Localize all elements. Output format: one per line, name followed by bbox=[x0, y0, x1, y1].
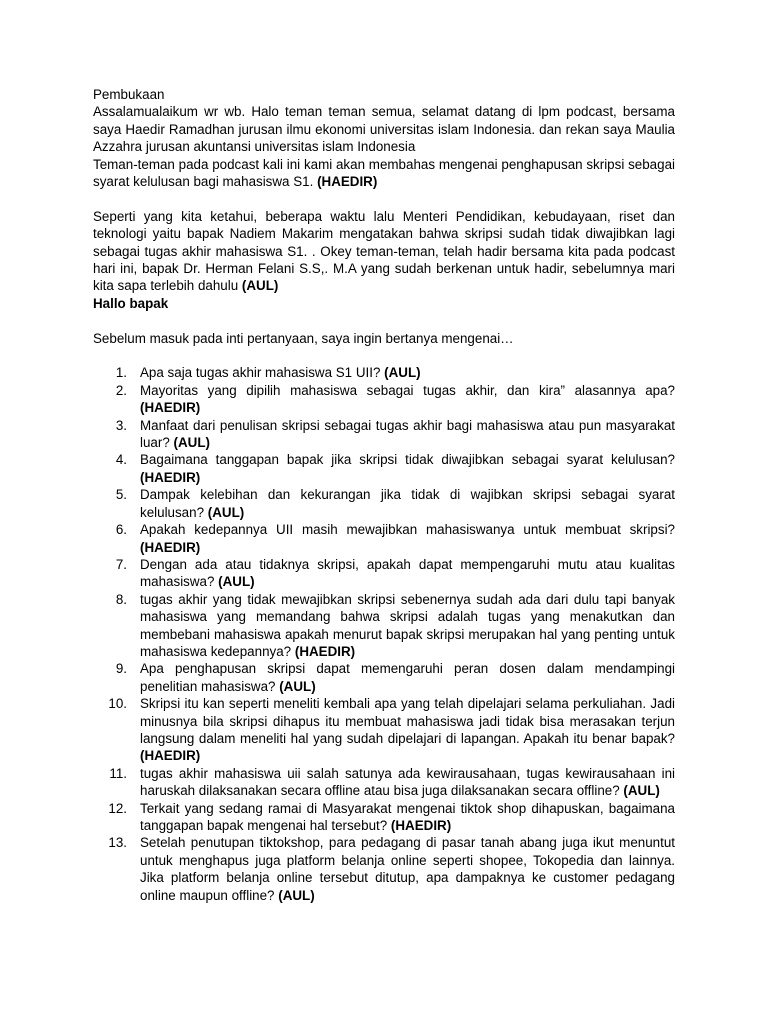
speaker-tag: (AUL) bbox=[173, 435, 210, 451]
question-number: 5. bbox=[115, 487, 127, 503]
question-text: Manfaat dari penulisan skripsi sebagai tugas akhir bagi mahasiswa atau pun masyarakat luar? bbox=[140, 417, 675, 451]
question-item bbox=[93, 486, 675, 521]
question-text: tugas akhir mahasiswa uii salah satunya ada kewirausahaan, tugas kewirausahaan ini haruskah dilaksanakan secara offline atau bisa juga dilaksanakan secara offline? bbox=[140, 765, 675, 799]
question-item bbox=[93, 556, 675, 591]
question-item bbox=[93, 364, 675, 381]
intro-context-text: Seperti yang kita ketahui, beberapa waktu lalu Menteri Pendidikan, kebudayaan, riset dan teknologi yaitu bapak Nadiem Makarim mengatakan bahwa skripsi sudah tidak diwajibkan lagi sebagai tugas akhir mahasiswa S1. . Okey teman-teman, telah hadir bersama kita pada podcast hari ini, bapak Dr. Herman Felani S.S,. M.A yang sudah berkenan untuk hadir, sebelumnya mari kita sapa terlebih dahulu bbox=[93, 208, 675, 294]
speaker-tag: (AUL) bbox=[623, 783, 660, 799]
question-number: 3. bbox=[115, 417, 127, 433]
speaker-tag: (HAEDIR) bbox=[140, 748, 201, 764]
intro-paragraph-greeting bbox=[93, 103, 675, 155]
question-item bbox=[93, 521, 675, 556]
speaker-tag: (AUL) bbox=[207, 504, 245, 520]
speaker-tag: (AUL) bbox=[218, 574, 255, 590]
question-text: Dampak kelebihan dan kekurangan jika tidak di wajibkan skripsi sebagai syarat kelulusan? bbox=[140, 487, 675, 520]
speaker-tag: (AUL) bbox=[279, 678, 316, 694]
speaker-tag: (HAEDIR) bbox=[317, 174, 378, 190]
speaker-tag: (HAEDIR) bbox=[294, 643, 356, 659]
question-number: 8. bbox=[115, 591, 127, 607]
question-number: 1. bbox=[115, 365, 127, 381]
intro-paragraph-topic bbox=[93, 156, 675, 191]
question-number: 13. bbox=[108, 835, 127, 851]
question-number: 11. bbox=[109, 765, 127, 781]
question-number: 6. bbox=[115, 522, 127, 538]
intro-topic-text: Teman-teman pada podcast kali ini kami akan membahas mengenai penghapusan skripsi sebagai syarat kelulusan bagi mahasiswa S1. bbox=[93, 156, 675, 190]
paragraph-gap bbox=[93, 312, 675, 329]
question-text: Apa saja tugas akhir mahasiswa S1 UII? bbox=[140, 365, 381, 381]
speaker-tag: (HAEDIR) bbox=[140, 400, 201, 416]
question-item bbox=[93, 451, 675, 486]
question-item bbox=[93, 417, 675, 452]
greeting-text: Hallo bapak bbox=[93, 295, 169, 311]
lead-in-line: Sebelum masuk pada inti pertanyaan, saya ingin bertanya mengenai… bbox=[93, 330, 514, 346]
question-number: 12. bbox=[108, 800, 127, 816]
document-body bbox=[93, 86, 675, 904]
question-item bbox=[93, 591, 675, 661]
question-text: Apakah kedepannya UII masih mewajibkan mahasiswanya untuk membuat skripsi? bbox=[140, 522, 675, 538]
question-text: tugas akhir yang tidak mewajibkan skripsi sebenernya sudah ada dari dulu tapi banyak mahasiswa yang memandang bahwa skripsi adalah tugas yang menakutkan dan membebani mahasiswa apakah menurut bapak skripsi merupakan hal yang penting untuk mahasiswa kedepannya? bbox=[140, 591, 675, 659]
speaker-tag: (AUL) bbox=[278, 887, 315, 903]
speaker-tag: (AUL) bbox=[241, 278, 279, 294]
question-number: 4. bbox=[115, 452, 127, 468]
speaker-tag: (AUL) bbox=[384, 365, 421, 381]
question-item bbox=[93, 660, 675, 695]
question-item bbox=[93, 695, 675, 765]
section-heading: Pembukaan bbox=[93, 87, 165, 102]
question-number: 9. bbox=[115, 661, 127, 677]
speaker-tag: (HAEDIR) bbox=[390, 818, 452, 834]
question-text: Dengan ada atau tidaknya skripsi, apakah dapat mempengaruhi mutu atau kualitas mahasiswa? bbox=[140, 556, 675, 590]
greeting-line bbox=[93, 295, 675, 312]
question-item bbox=[93, 382, 675, 417]
intro-greeting-text: Assalamualaikum wr wb. Halo teman teman semua, selamat datang di lpm podcast, bersama saya Haedir Ramadhan jurusan ilmu ekonomi universitas islam Indonesia. dan rekan saya Maulia Azzahra jurusan akuntansi universitas islam Indonesia bbox=[93, 104, 675, 155]
question-item bbox=[93, 834, 675, 904]
intro-paragraph-context bbox=[93, 208, 675, 295]
question-number: 2. bbox=[115, 382, 127, 398]
paragraph-gap bbox=[93, 190, 675, 207]
question-number: 10. bbox=[108, 696, 127, 712]
speaker-tag: (HAEDIR) bbox=[140, 469, 201, 485]
paragraph-gap bbox=[93, 347, 675, 364]
question-text: Setelah penutupan tiktokshop, para pedagang di pasar tanah abang juga ikut menuntut untuk menghapus juga platform belanja online seperti shopee, Tokopedia dan lainnya. Jika platform belanja online tersebut ditutup, apa dampaknya ke customer pedagang online maupun offline? bbox=[140, 835, 675, 903]
question-text: Apa penghapusan skripsi dapat memengaruhi peran dosen dalam mendampingi penelitian mahasiswa? bbox=[140, 661, 675, 694]
question-list bbox=[93, 364, 675, 904]
question-text: Mayoritas yang dipilih mahasiswa sebagai tugas akhir, dan kira” alasannya apa? bbox=[140, 382, 675, 398]
question-text: Skripsi itu kan seperti meneliti kembali apa yang telah dipelajari selama perkuliahan. Jadi minusnya bila skripsi dihapus itu membuat mahasiswa jadi tidak bisa merasakan terjun langsung dalam meneliti hal yang sudah dipelajari di lapangan. Apakah itu benar bapak? bbox=[140, 696, 675, 746]
question-text: Bagaimana tanggapan bapak jika skripsi tidak diwajibkan sebagai syarat kelulusan? bbox=[140, 452, 675, 468]
speaker-tag: (HAEDIR) bbox=[140, 539, 201, 555]
question-number: 7. bbox=[115, 556, 127, 572]
question-item bbox=[93, 800, 675, 835]
question-item bbox=[93, 765, 675, 800]
question-text: Terkait yang sedang ramai di Masyarakat mengenai tiktok shop dihapuskan, bagaimana tanggapan bapak mengenai hal tersebut? bbox=[140, 800, 675, 834]
